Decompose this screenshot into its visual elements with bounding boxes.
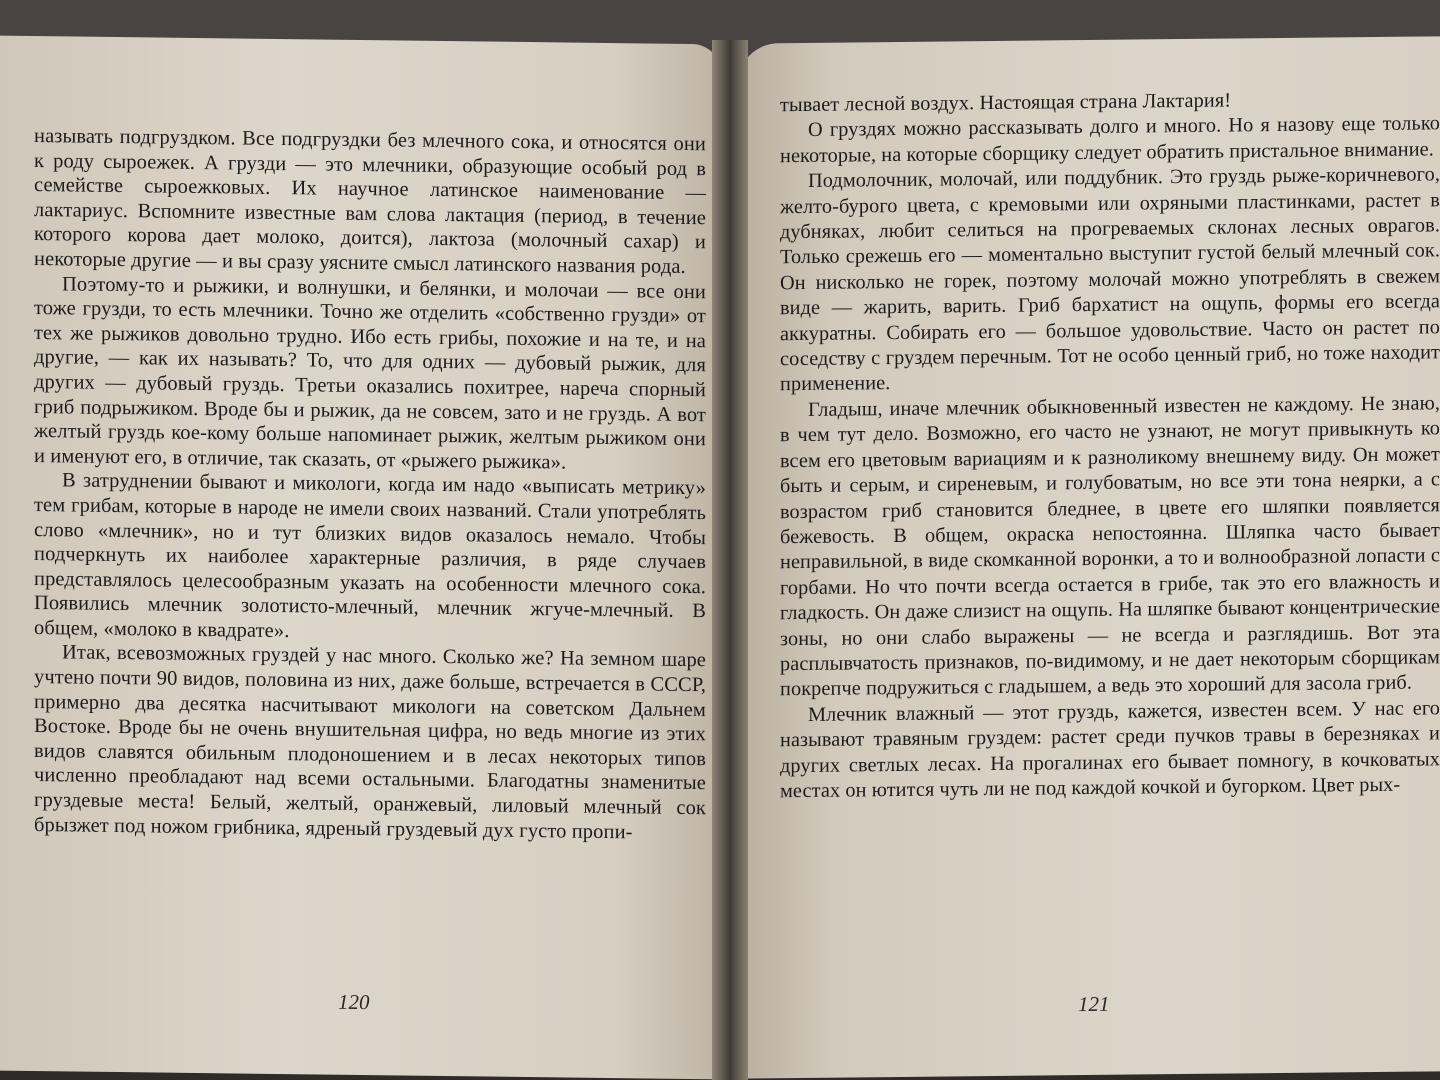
- paragraph: тывает лесной воздух. Настоящая страна Лактария!: [780, 89, 1232, 117]
- right-page-text: [780, 86, 1440, 804]
- paragraph: Подмолочник, молочай, или поддубник. Это груздь рыже-коричневого, желто-бурого цвета, с кремовыми или охряными пластинками, растет в дубняках, любит селиться на прогреваемых склонах лесных оврагов. Только срежешь его — моментально выступит густой белый млечный сок. Он нисколько не горек, поэтому молочай можно употреблять в свежем виде — жарить, варить. Гриб бархатист на ощупь, формы его всегда аккуратны. Собирать его — большое удовольствие. Часто он растет по соседству с груздем перечным. Тот не особо ценный гриб, но тоже находит применение.: [780, 163, 1440, 396]
- paragraph: Гладыш, иначе млечник обыкновенный известен не каждому. Не знаю, в чем тут дело. Возможно, его часто не узнают, не могут привыкнуть ко всем его цветовым вариациям и к разноликому внешнему виду. Он может быть и серым, и сиреневым, и голубоватым, но все эти тона неярки, а с возрастом гриб становится бледнее, в цвете его шляпки появляется бежевость. В общем, окраска непостоянна. Шляпка часто бывает неправильной, в виде скомканной воронки, а то и волнообразной лопасти с горбами. Но что почти всегда остается в грибе, так это его влажность и гладкость. Он даже слизист на ощупь. На шляпке бывают концентрические зоны, но они слабо выражены — не всегда и разглядишь. Вот эта расплывчатость признаков, по-видимому, и не дает некоторым сборщикам покрепче подружиться с гладышем, а ведь это хороший для засола гриб.: [780, 392, 1440, 701]
- left-page: [0, 36, 722, 1080]
- right-page: [738, 36, 1440, 1078]
- paragraph: Поэтому-то и рыжики, и волнушки, и белянки, и молочаи — все они тоже грузди, то есть млечники. Точно же отделить «собственно грузди» от тех же рыжиков довольно трудно. Ибо есть грибы, похожие и на те, и на другие, — как их называть? То, что для одних — дубовый рыжик, для других — дубовый груздь. Третьи оказались похитрее, нареча спорный гриб подрыжиком. Вроде бы и рыжик, да не совсем, зато и не груздь. А вот желтый груздь кое-кому больше напоминает рыжик, желтым рыжиком они и именуют его, в отличие, так сказать, от «рыжего рыжика».: [34, 272, 706, 474]
- book-spine-gutter: [712, 40, 748, 1080]
- paragraph: называть подгруздком. Все подгруздки без млечного сока, и относятся они к роду сыроежек. А грузди — это млечники, образующие особый род в семействе сыроежковых. Их научное латинское наименование — лактариус. Вспомните известные вам слова лактация (период, в течение которого корова дает молоко, доится), лактоза (молочный сахар) и некоторые другие — и вы сразу уясните смысл латинского названия рода.: [34, 125, 706, 278]
- page-number: 120: [338, 989, 370, 1015]
- paragraph: Млечник влажный — этот груздь, кажется, известен всем. У нас его называют травяным груздем: растет среди пучков травы в березняках и других светлых лесах. На прогалинах его бывает помногу, в кочковатых местах он ютится чуть ли не под каждой кочкой и бугорком. Цвет рых-: [780, 697, 1440, 803]
- left-page-text: [34, 124, 706, 845]
- page-number: 121: [1078, 991, 1110, 1017]
- paragraph: О груздях можно рассказывать долго и много. Но я назову еще только некоторые, на которые сборщику следует обратить пристальное внимание.: [780, 112, 1440, 168]
- paragraph: В затруднении бывают и микологи, когда им надо «выписать метрику» тем грибам, которые в народе не имели своих названий. Стали употреблять слово «млечник», но и тут близких видов оказалось немало. Чтобы подчеркнуть их наиболее характерные различия, в ряде случаев представлялось целесообразным указать на особенности млечного сока. Появились млечник золотисто-млечный, млечник жгуче-млечный. В общем, «молоко в квадрате».: [34, 469, 706, 643]
- paragraph: Итак, всевозможных груздей у нас много. Сколько же? На земном шаре учтено почти 90 видов, половина из них, даже больше, встречается в СССР, примерно два десятка насчитывают микологи на советском Дальнем Востоке. Вроде бы не очень внушительная цифра, но ведь многие из этих видов славятся обильным плодоношением и в лесах некоторых типов численно преобладают над всеми остальными. Благодатны знаменитые груздевые места! Белый, желтый, оранжевый, лиловый млечный сок брызжет под ножом грибника, ядреный груздевый дух густо пропи-: [34, 641, 706, 843]
